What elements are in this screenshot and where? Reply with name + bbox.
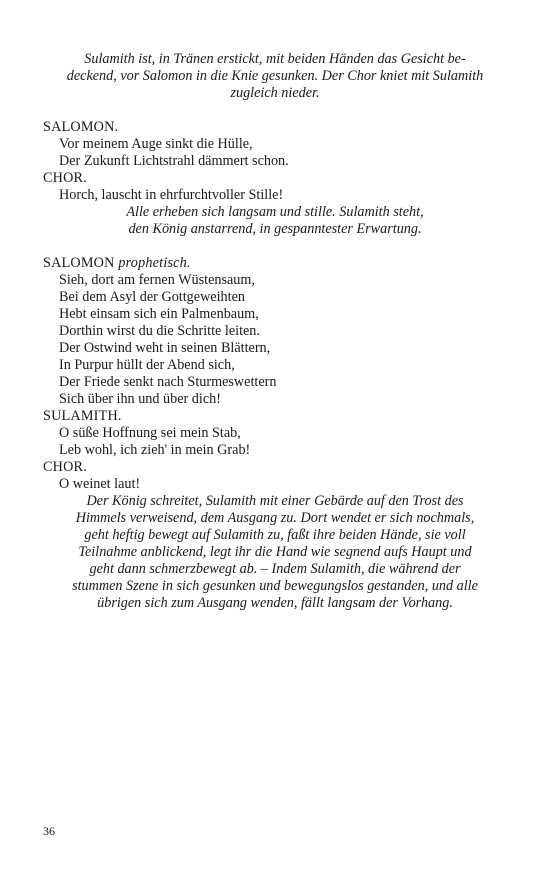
verse-line: In Purpur hüllt der Abend sich, xyxy=(59,357,235,373)
verse-line: Leb wohl, ich zieh' in mein Grab! xyxy=(59,442,251,458)
stage-line: geht dann schmerzbewegt ab. – Indem Sulamith, die während der xyxy=(89,561,461,577)
stage-line: deckend, vor Salomon in die Knie gesunken. Der Chor kniet mit Sulamith xyxy=(66,68,484,84)
verse-line: Horch, lauscht in ehrfurchtvoller Stille! xyxy=(59,187,284,203)
speaker-salomon: SALOMON. xyxy=(43,119,119,135)
page-number: 36 xyxy=(43,824,55,838)
stage-line: Sulamith ist, in Tränen erstickt, mit beiden Händen das Gesicht be- xyxy=(84,51,466,67)
verse-line: Der Ostwind weht in seinen Blättern, xyxy=(59,340,271,356)
stage-line: geht heftig bewegt auf Sulamith zu, faßt ihre beiden Hände, sie voll xyxy=(84,527,466,543)
verse-line: Der Zukunft Lichtstrahl dämmert schon. xyxy=(59,153,289,169)
stage-line: Teilnahme anblickend, legt ihr die Hand wie segnend aufs Haupt und xyxy=(78,544,472,560)
verse-line: Dorthin wirst du die Schritte leiten. xyxy=(59,323,260,339)
verse-line: Hebt einsam sich ein Palmenbaum, xyxy=(59,306,259,322)
speaker-chor: CHOR. xyxy=(43,170,87,186)
stage-line: stummen Szene in sich gesunken und bewegungslos gestanden, und alle xyxy=(72,578,478,594)
verse-line: Vor meinem Auge sinkt die Hülle, xyxy=(59,136,253,152)
verse-line: O weinet laut! xyxy=(59,476,141,492)
speaker-salomon xyxy=(43,255,191,272)
stage-line: Der König schreitet, Sulamith mit einer Gebärde auf den Trost des xyxy=(86,493,464,509)
stage-line: Alle erheben sich langsam und stille. Sulamith steht, xyxy=(126,204,424,220)
speaker-sulamith: SULAMITH. xyxy=(43,408,122,424)
verse-line: Sich über ihn und über dich! xyxy=(59,391,221,407)
verse-line: Der Friede senkt nach Sturmeswettern xyxy=(59,374,277,390)
verse-line: Sieh, dort am fernen Wüstensaum, xyxy=(59,272,255,288)
speaker-chor: CHOR. xyxy=(43,459,87,475)
stage-line: Himmels verweisend, dem Ausgang zu. Dort wendet er sich nochmals, xyxy=(75,510,475,526)
verse-line: Bei dem Asyl der Gottgeweihten xyxy=(59,289,245,305)
stage-line: den König anstarrend, in gespanntester Erwartung. xyxy=(128,221,422,237)
verse-line: O süße Hoffnung sei mein Stab, xyxy=(59,425,241,441)
stage-line: zugleich nieder. xyxy=(230,85,320,101)
stage-line: übrigen sich zum Ausgang wenden, fällt langsam der Vorhang. xyxy=(97,595,453,611)
speaker-name: SALOMON xyxy=(43,255,115,271)
speaker-direction: prophetisch. xyxy=(118,255,191,271)
